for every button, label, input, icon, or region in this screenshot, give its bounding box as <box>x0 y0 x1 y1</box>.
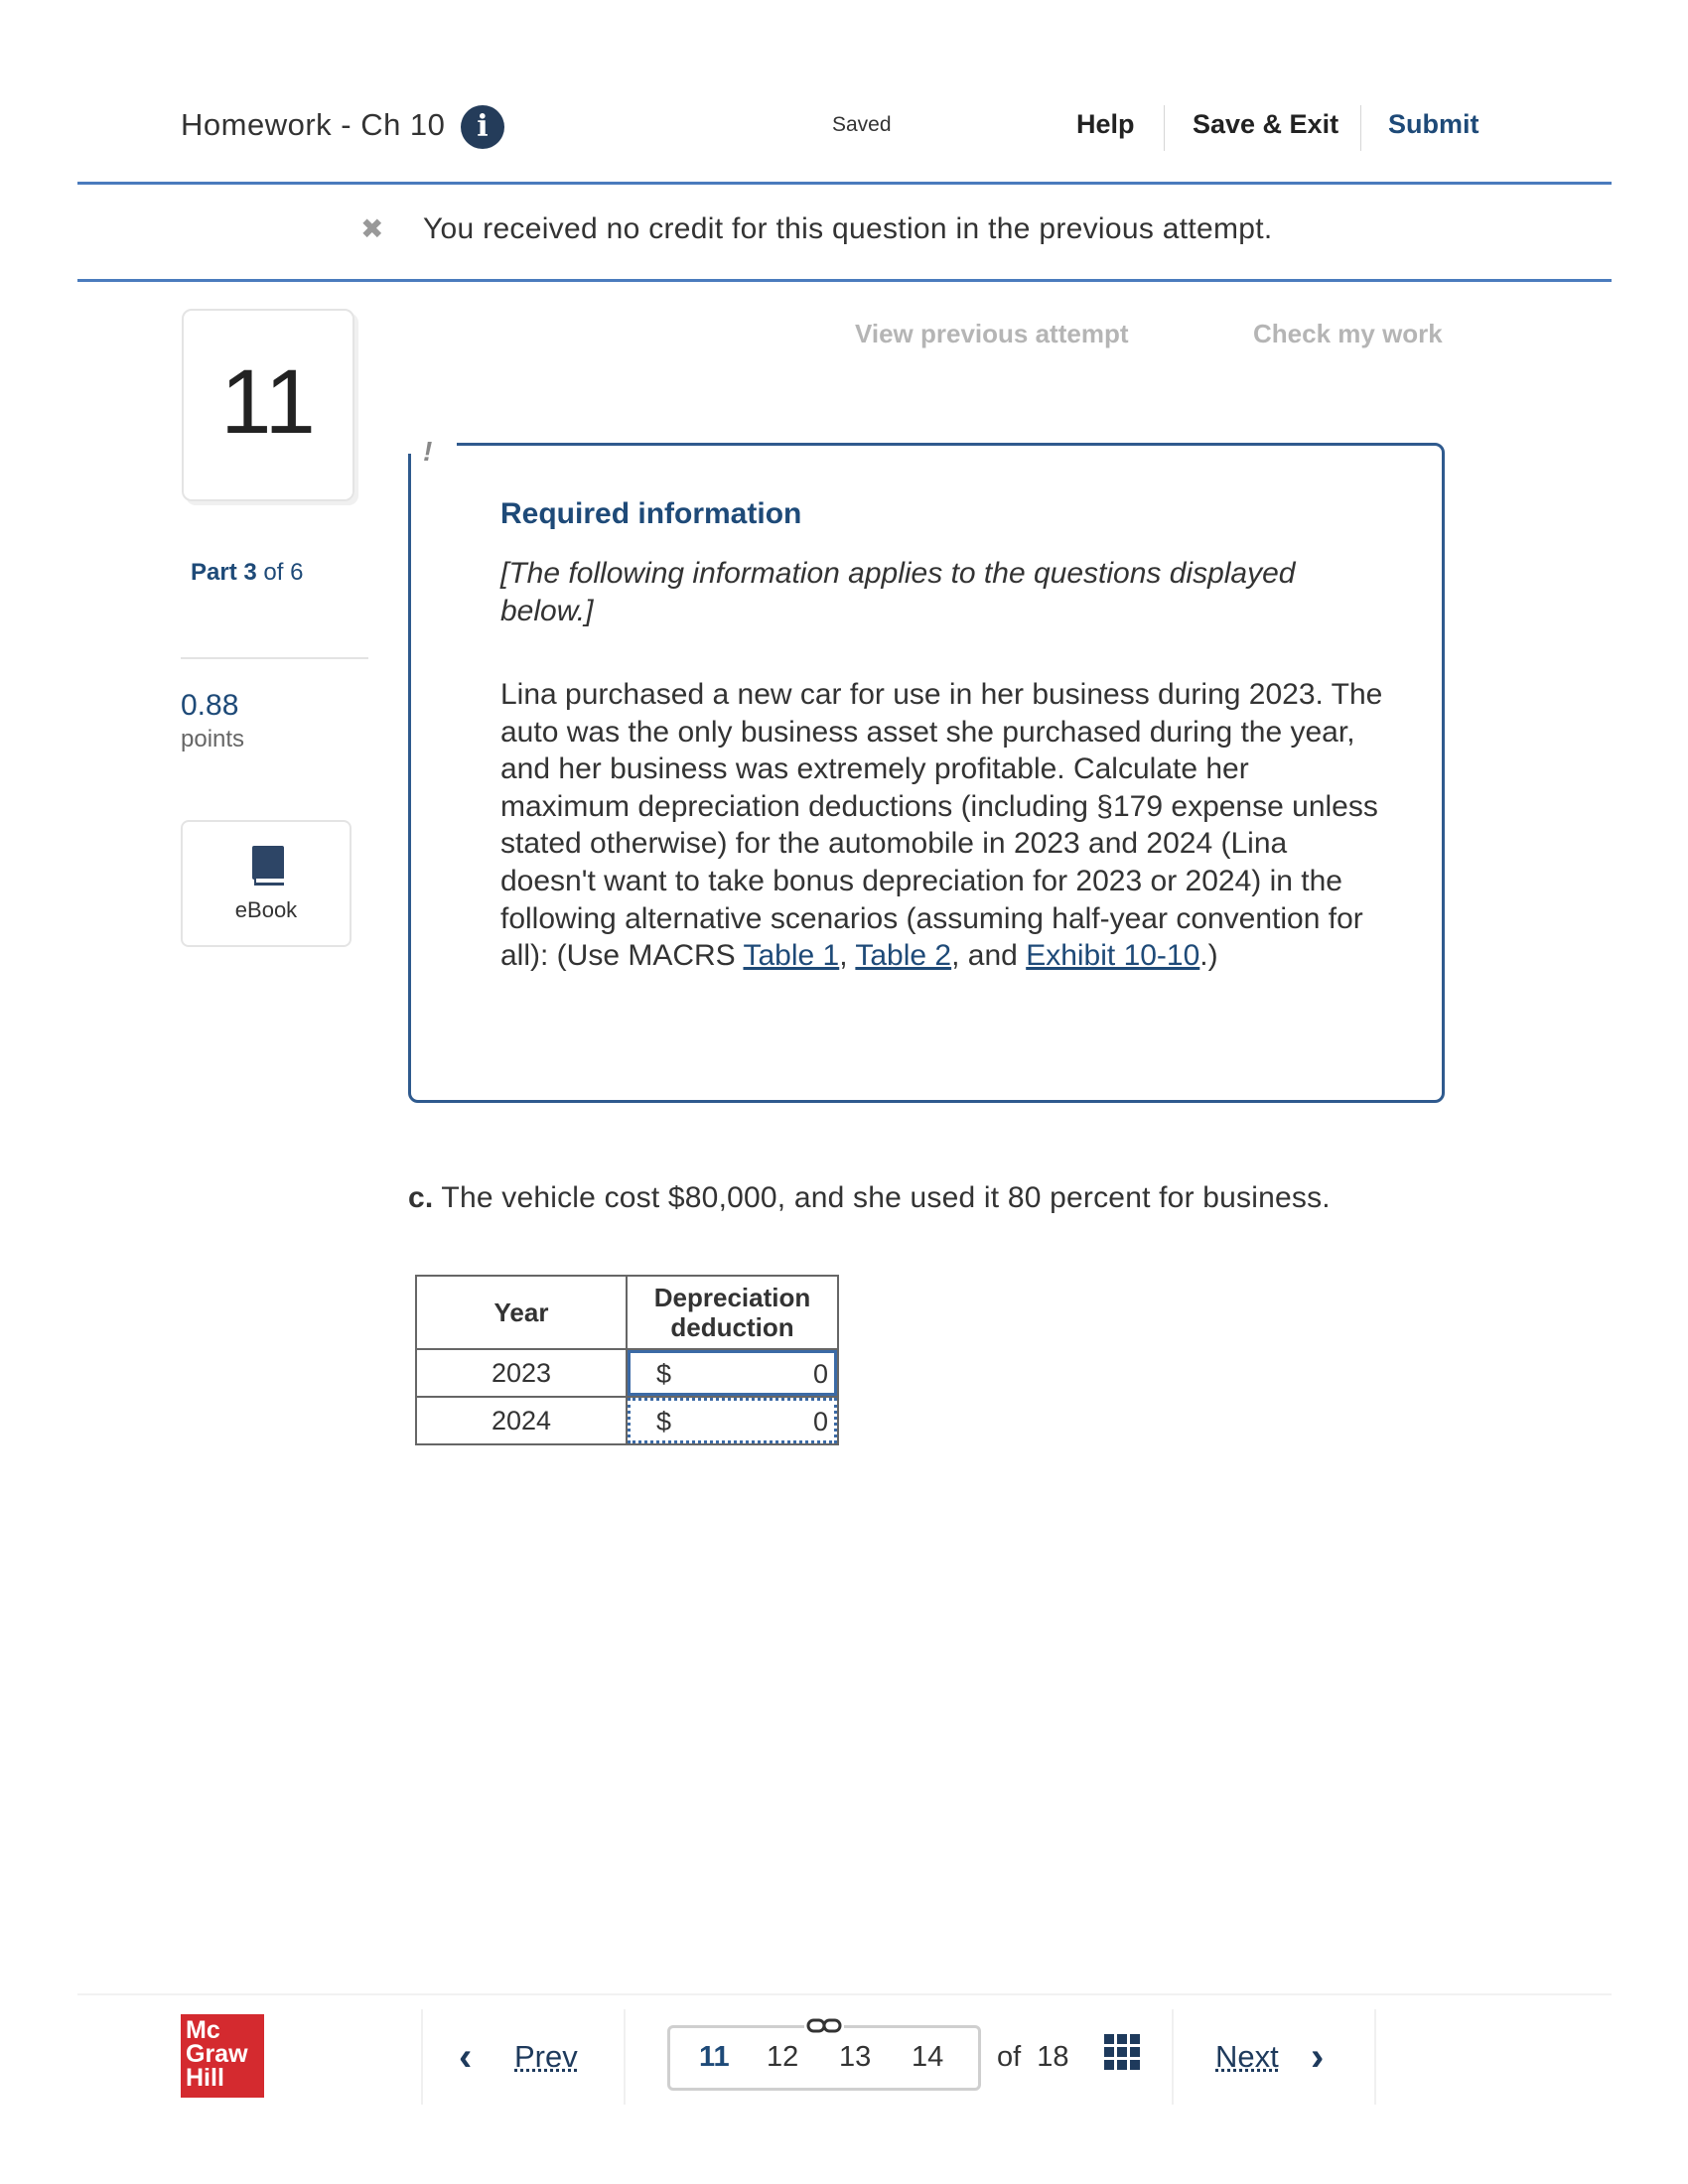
save-status: Saved <box>832 113 892 136</box>
table-row <box>416 1349 838 1397</box>
header-divider <box>1164 105 1165 151</box>
input-value: 0 <box>812 1359 828 1389</box>
mcgraw-hill-logo <box>181 2014 264 2098</box>
part-total: of 6 <box>263 559 304 586</box>
footer-divider <box>421 2009 423 2105</box>
header-divider <box>1360 105 1361 151</box>
no-credit-notice: You received no credit for this question in the previous attempt. <box>423 212 1273 245</box>
footer-divider <box>624 2009 626 2105</box>
logo-line: Mc <box>186 2016 220 2044</box>
currency-symbol: $ <box>656 1359 672 1389</box>
depreciation-cell <box>627 1397 838 1444</box>
depreciation-table <box>415 1275 839 1445</box>
info-icon[interactable]: i <box>461 105 504 149</box>
depreciation-cell <box>627 1349 838 1397</box>
required-info-intro: [The following information applies to the questions displayed below.] <box>500 557 1296 627</box>
next-button[interactable]: Next <box>1215 2039 1279 2074</box>
part-prefix: Part <box>191 559 237 586</box>
ebook-button[interactable] <box>181 820 352 947</box>
submit-button[interactable]: Submit <box>1388 109 1479 139</box>
question-label: c. <box>408 1181 434 1214</box>
body-text: Lina purchased a new car for use in her business during 2023. The auto was the only business asset she purchased during the year, and her business was extremely profitable. Calculate her maximum depreciation deductions (including §179 expense unless stated otherwise) for the automobile in 2023 and 2024 (Lina doesn't want to take bonus depreciation for 2023 or 2024) in the following alternative scenarios (assuming half-year convention for all): (Use MACRS <box>500 678 1383 973</box>
part-indicator <box>191 559 303 587</box>
close-icon: ✖ <box>360 213 384 244</box>
points-label: points <box>181 726 245 752</box>
help-button[interactable]: Help <box>1076 109 1135 139</box>
year-cell: 2023 <box>416 1349 627 1397</box>
view-previous-attempt-link[interactable]: View previous attempt <box>855 319 1129 348</box>
depreciation-2024-input[interactable] <box>628 1398 837 1443</box>
page-14-button[interactable]: 14 <box>912 2041 944 2073</box>
separator: , <box>839 939 856 973</box>
footer-divider <box>1172 2009 1174 2105</box>
exhibit-link[interactable]: Exhibit 10-10 <box>1026 939 1200 973</box>
save-exit-button[interactable]: Save & Exit <box>1193 109 1339 139</box>
depreciation-2023-input[interactable] <box>628 1350 837 1396</box>
grid-icon[interactable] <box>1104 2034 1140 2070</box>
question-number: 11 <box>220 351 316 453</box>
link-icon <box>804 2015 844 2037</box>
check-my-work-button[interactable]: Check my work <box>1253 319 1443 348</box>
question-number-card <box>182 309 354 501</box>
prev-button[interactable]: Prev <box>514 2039 578 2074</box>
alert-icon: ! <box>423 436 433 467</box>
header-rule <box>77 182 1612 185</box>
page-11-button[interactable]: 11 <box>699 2041 730 2073</box>
footer-rule <box>77 1993 1612 1995</box>
page-13-button[interactable]: 13 <box>839 2041 872 2073</box>
footer-divider <box>1374 2009 1376 2105</box>
required-info-title: Required information <box>500 497 802 530</box>
table-header-row <box>416 1276 838 1349</box>
required-info-box <box>408 436 1445 1103</box>
page-total: of 18 <box>997 2041 1069 2073</box>
table-1-link[interactable]: Table 1 <box>743 939 840 973</box>
required-info-body <box>500 676 1384 975</box>
part-number: 3 <box>243 559 257 586</box>
panel-divider <box>181 657 368 659</box>
chevron-left-icon[interactable]: ‹ <box>459 2035 473 2079</box>
page-12-button[interactable]: 12 <box>767 2041 799 2073</box>
input-value: 0 <box>812 1407 828 1436</box>
book-icon <box>250 846 288 887</box>
logo-line: Hill <box>186 2064 224 2092</box>
currency-symbol: $ <box>656 1407 672 1436</box>
ebook-label: eBook <box>234 897 298 922</box>
table-row <box>416 1397 838 1444</box>
points-value: 0.88 <box>181 689 239 722</box>
table-2-link[interactable]: Table 2 <box>855 939 952 973</box>
chevron-right-icon[interactable]: › <box>1311 2035 1325 2079</box>
header-year: Year <box>416 1276 627 1349</box>
question-text: The vehicle cost $80,000, and she used it 80 percent for business. <box>433 1181 1331 1214</box>
separator: , and <box>951 939 1027 973</box>
body-end: .) <box>1199 939 1218 973</box>
assignment-title: Homework - Ch 10 <box>181 107 446 142</box>
question-prompt <box>408 1181 1331 1215</box>
year-cell: 2024 <box>416 1397 627 1444</box>
logo-line: Graw <box>186 2040 248 2068</box>
header-depreciation: Depreciation deduction <box>627 1276 838 1349</box>
header <box>0 0 1688 183</box>
notice-rule <box>77 279 1612 282</box>
